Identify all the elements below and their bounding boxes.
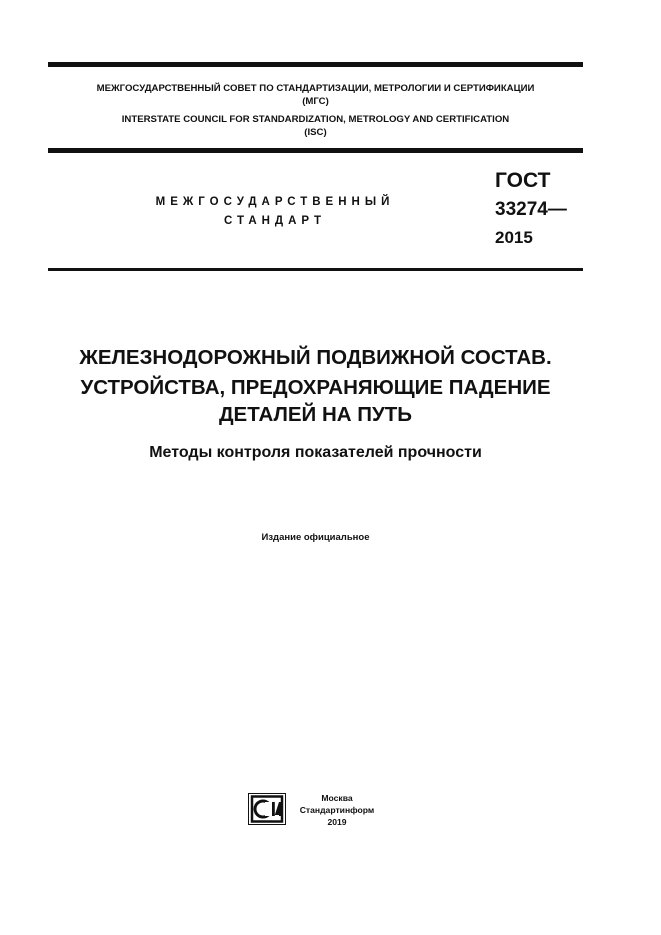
document-subtitle: Методы контроля показателей прочности bbox=[149, 444, 482, 461]
publisher-city: Москва bbox=[321, 793, 353, 803]
council-name-ru bbox=[48, 82, 583, 108]
top-rule bbox=[48, 62, 583, 67]
gost-year: 2015 bbox=[495, 228, 533, 247]
edition-note: Издание официальное bbox=[261, 532, 370, 543]
middle-rule bbox=[48, 148, 583, 153]
council-name-en bbox=[48, 113, 583, 139]
council-name-ru-line: МЕЖГОСУДАРСТВЕННЫЙ СОВЕТ ПО СТАНДАРТИЗАЦИИ, МЕТРОЛОГИИ И СЕРТИФИКАЦИИ bbox=[96, 83, 535, 94]
council-name-en-line: INTERSTATE COUNCIL FOR STANDARDIZATION, METROLOGY AND CERTIFICATION bbox=[121, 114, 510, 125]
standartinform-logo-icon bbox=[248, 793, 286, 825]
document-title-line3: ДЕТАЛЕЙ НА ПУТЬ bbox=[218, 403, 413, 426]
document-title-line1: ЖЕЛЕЗНОДОРОЖНЫЙ ПОДВИЖНОЙ СОСТАВ. bbox=[79, 346, 552, 369]
gost-prefix: ГОСТ bbox=[495, 169, 551, 192]
standard-kind-line2: СТАНДАРТ bbox=[224, 215, 326, 227]
standard-kind-line1: МЕЖГОСУДАРСТВЕННЫЙ bbox=[155, 196, 395, 208]
gost-number: 33274— bbox=[495, 199, 567, 220]
bottom-rule bbox=[48, 268, 583, 271]
publication-year: 2019 bbox=[327, 817, 347, 827]
council-abbr-ru: (МГС) bbox=[302, 96, 329, 107]
council-abbr-en: (ISC) bbox=[304, 127, 327, 138]
publisher-name: Стандартинформ bbox=[299, 805, 375, 815]
document-title-line2: УСТРОЙСТВА, ПРЕДОХРАНЯЮЩИЕ ПАДЕНИЕ bbox=[80, 376, 551, 399]
